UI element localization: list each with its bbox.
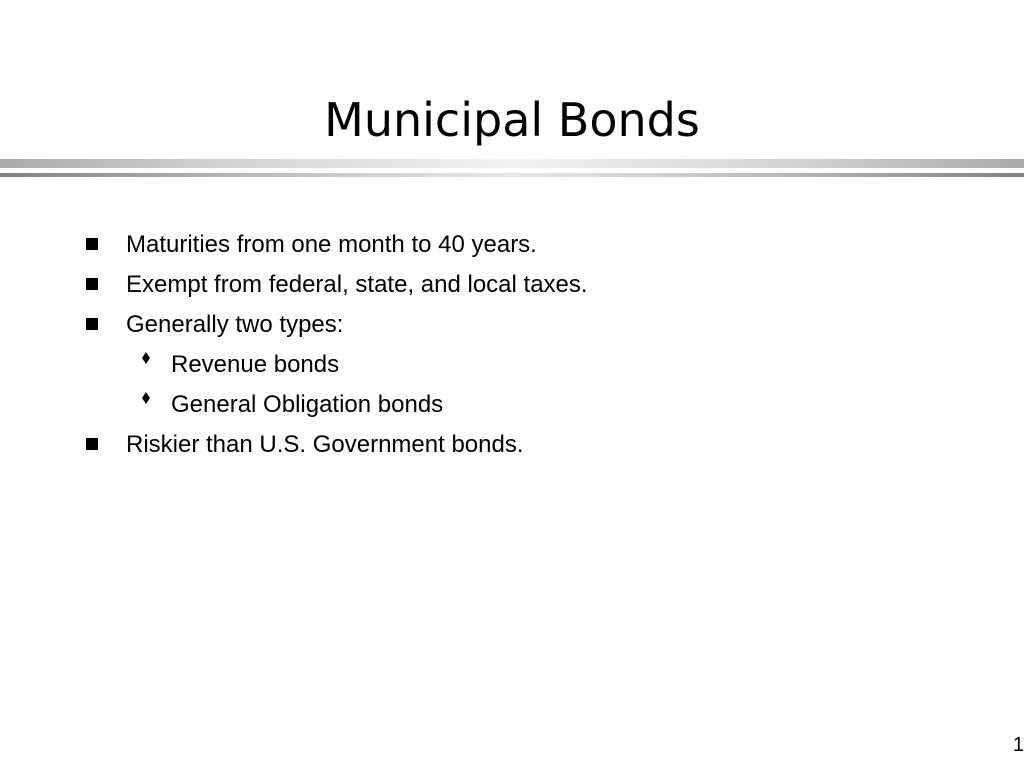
bullet-item xyxy=(0,306,1024,346)
bullet-item xyxy=(0,426,1024,466)
square-bullet-icon xyxy=(86,438,98,450)
sub-bullet-item xyxy=(0,346,1024,386)
bullet-item xyxy=(0,226,1024,266)
square-bullet-icon xyxy=(86,278,98,290)
slide-title: Municipal Bonds xyxy=(324,93,700,147)
title-divider-bottom xyxy=(0,173,1024,177)
square-bullet-icon xyxy=(86,318,98,330)
sub-bullet-item xyxy=(0,386,1024,426)
page-number: 1 xyxy=(1012,734,1024,756)
title-divider-top xyxy=(0,159,1024,168)
sub-bullet-text: Revenue bonds xyxy=(171,351,340,378)
sub-bullet-text: General Obligation bonds xyxy=(171,391,444,418)
bullet-item xyxy=(0,266,1024,306)
diamond-bullet-icon xyxy=(142,352,150,364)
diamond-bullet-icon xyxy=(142,392,150,404)
bullet-text: Generally two types: xyxy=(126,311,344,338)
square-bullet-icon xyxy=(86,238,98,250)
bullet-text: Riskier than U.S. Government bonds. xyxy=(126,431,524,458)
bullet-list xyxy=(0,226,1024,466)
bullet-text: Maturities from one month to 40 years. xyxy=(126,231,537,258)
bullet-text: Exempt from federal, state, and local taxes. xyxy=(126,271,588,298)
